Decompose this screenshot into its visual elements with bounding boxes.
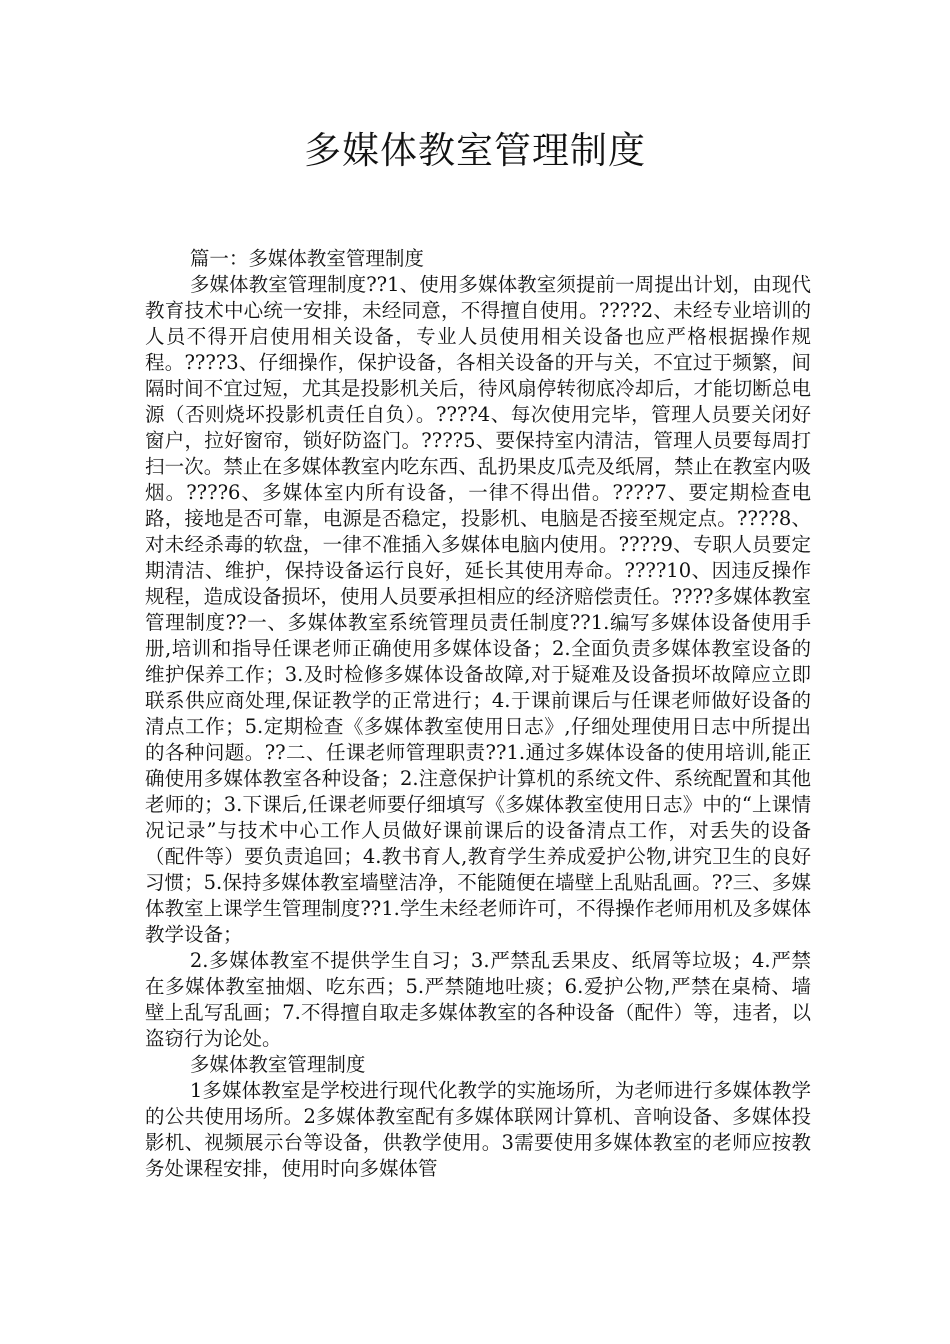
body-paragraph: 2.多媒体教室不提供学生自习；3.严禁乱丢果皮、纸屑等垃圾；4.严禁在多媒体教室抽烟、吃东西；5.严禁随地吐痰；6.爱护公物,严禁在桌椅、墙壁上乱写乱画；7.不得擅自取走多媒体教室的各种设备（配件）等，违者，以盗窃行为论处。 bbox=[145, 949, 811, 1050]
body-paragraph: 1多媒体教室是学校进行现代化教学的实施场所，为老师进行多媒体教学的公共使用场所。2多媒体教室配有多媒体联网计算机、音响设备、多媒体投影机、视频展示台等设备，供教学使用。3需要使用多媒体教室的老师应按教务处课程安排，使用时向多媒体管 bbox=[145, 1079, 811, 1180]
document-title: 多媒体教室管理制度 bbox=[304, 129, 646, 172]
body-paragraph: 多媒体教室管理制度??1、使用多媒体教室须提前一周提出计划，由现代教育技术中心统一安排，未经同意，不得擅自使用。????2、未经专业培训的人员不得开启使用相关设备，专业人员使用相关设备也应严格根据操作规程。????3、仔细操作，保护设备，各相关设备的开与关，不宜过于频繁，间隔时间不宜过短，尤其是投影机关后，待风扇停转彻底冷却后，才能切断总电源（否则烧坏投影机责任自负）。????4、每次使用完毕，管理人员要关闭好窗户，拉好窗帘，锁好防盗门。????5、要保持室内清洁，管理人员要每周打扫一次。禁止在多媒体教室内吃东西、乱扔果皮瓜壳及纸屑，禁止在教室内吸烟。????6、多媒体室内所有设备，一律不得出借。????7、要定期检查电路，接地是否可靠，电源是否稳定，投影机、电脑是否接至规定点。????8、对未经杀毒的软盘，一律不准插入多媒体电脑内使用。????9、专职人员要定期清洁、维护，保持设备运行良好，延长其使用寿命。????10、因违反操作规程，造成设备损坏，使用人员要承担相应的经济赔偿责任。????多媒体教室管理制度??一、多媒体教室系统管理员责任制度??1.编写多媒体设备使用手册,培训和指导任课老师正确使用多媒体设备；2.全面负责多媒体教室设备的维护保养工作；3.及时检修多媒体设备故障,对于疑难及设备损坏故障应立即联系供应商处理,保证教学的正常进行；4.于课前课后与任课老师做好设备的清点工作；5.定期检查《多媒体教室使用日志》,仔细处理使用日志中所提出的各种问题。??二、任课老师管理职责??1.通过多媒体设备的使用培训,能正确使用多媒体教室各种设备；2.注意保护计算机的系统文件、系统配置和其他老师的；3.下课后,任课老师要仔细填写《多媒体教室使用日志》中的“上课情况记录”与技术中心工作人员做好课前课后的设备清点工作，对丢失的设备（配件等）要负责追回；4.教书育人,教育学生养成爱护公物,讲究卫生的良好习惯；5.保持多媒体教室墙壁洁净，不能随便在墙壁上乱贴乱画。??三、多媒体教室上课学生管理制度??1.学生未经老师许可，不得操作老师用机及多媒体教学设备； bbox=[145, 273, 811, 946]
document-body bbox=[145, 246, 811, 1182]
section-heading: 篇一：多媒体教室管理制度 bbox=[189, 247, 424, 270]
section-heading: 多媒体教室管理制度 bbox=[189, 1053, 366, 1076]
